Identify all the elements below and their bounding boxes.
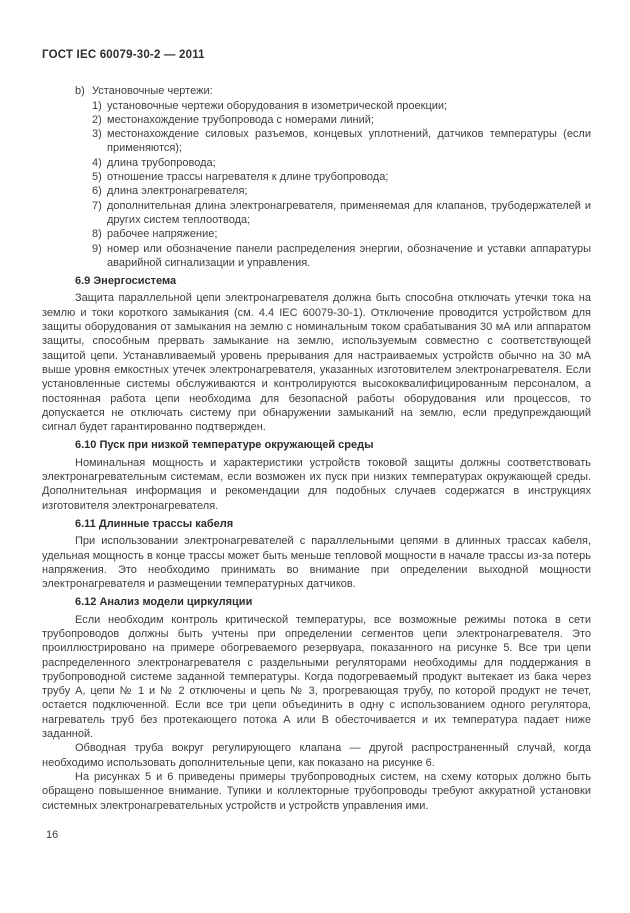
list-item (92, 242, 591, 271)
list-item-text: длина электронагревателя; (107, 185, 248, 198)
list-item-number: 1) (92, 99, 102, 112)
list-b-title: Установочные чертежи: (92, 85, 213, 98)
list-item-text: местонахождение силовых разъемов, концевых уплотнений, датчиков температуры (если применяются); (107, 128, 591, 155)
list-item-text: номер или обозначение панели распределения энергии, обозначение и уставки аппаратуры аварийной сигнализации и управления. (107, 242, 591, 269)
section-heading: 6.11 Длинные трассы кабеля (75, 517, 234, 530)
section-6-10 (42, 438, 591, 512)
list-item-number: 5) (92, 171, 102, 184)
list-item-text: установочные чертежи оборудования в изометрической проекции; (107, 99, 448, 112)
list-item-number: 7) (92, 199, 102, 212)
list-item (92, 113, 591, 127)
list-item-number: 6) (92, 185, 102, 198)
installation-drawings-list (75, 84, 591, 270)
list-item-text: отношение трассы нагревателя к длине трубопровода; (107, 171, 389, 184)
page-number: 16 (46, 829, 59, 841)
list-item (92, 199, 591, 228)
section-6-9 (42, 274, 591, 434)
list-item-number: 2) (92, 113, 102, 126)
section-heading: 6.10 Пуск при низкой температуре окружающей среды (75, 439, 374, 452)
document-standard-header: ГОСТ IEC 60079-30-2 — 2011 (42, 49, 205, 61)
section-6-12 (42, 595, 591, 812)
section-paragraph: Номинальная мощность и характеристики устройств токовой защиты должны соответствовать электронагревательным системам, если возможен их пуск при низких температурах окружающей среды. Дополнительная информация и рекомендации для подобных случаев содержатся в инструкциях изготовителя электронагревателя. (42, 456, 591, 512)
section-heading: 6.12 Анализ модели циркуляции (75, 596, 253, 609)
list-b-marker: b) (75, 85, 85, 98)
section-paragraph: Если необходим контроль критической температуры, все возможные режимы потока в сети трубопроводов должны быть учтены при определении сегментов цепи электронагревателя. Это проиллюстрировано на примере обогреваемого резервуара, показанного на рисунке 5. Все три цепи распределенного электронагревателя с раздельными регуляторами необходимы для поддержания в трубопроводной системе заданной температуры. Когда подогреваемый продукт вытекает из бака через трубу А, цепи № 1 и № 2 отключены и цепь № 3, прогревающая трубу, по которой продукт не течет, остается подключенной. Если все три цепи объединить в одну с использованием одного регулятора, нагреватель труб без протекающего потока А или В обесточивается и их температура падает ниже заданной. (42, 613, 591, 741)
list-item-text: дополнительная длина электронагревателя, применяемая для клапанов, трубодержателей и других систем теплоотвода; (107, 199, 591, 226)
list-item (92, 170, 591, 184)
list-item-number: 3) (92, 128, 102, 141)
list-item (92, 227, 591, 241)
section-heading: 6.9 Энергосистема (75, 275, 177, 288)
list-item (92, 127, 591, 156)
list-item (92, 156, 591, 170)
list-item-text: длина трубопровода; (107, 156, 216, 169)
list-item-text: рабочее напряжение; (107, 228, 218, 241)
list-item-number: 9) (92, 242, 102, 255)
section-paragraph: При использовании электронагревателей с параллельными цепями в длинных трассах кабеля, удельная мощность в конце трассы может быть меньше тепловой мощности в начале трассы из-за потерь напряжения. Это необходимо принимать во внимание при определении выходной мощности электронагревателя и размещении температурных датчиков. (42, 535, 591, 591)
section-paragraph: На рисунках 5 и 6 приведены примеры трубопроводных систем, на схему которых должно быть обращено повышенное внимание. Тупики и коллекторные трубопроводы требуют аккуратной установки системных электронагревательных устройств и устройств управления ими. (42, 770, 591, 812)
section-paragraph: Обводная труба вокруг регулирующего клапана — другой распространенный случай, когда необходимо использовать дополнительные цепи, как показано на рисунке 6. (42, 742, 591, 769)
list-item-text: местонахождение трубопровода с номерами линий; (107, 113, 374, 126)
list-item (92, 99, 591, 113)
list-item (92, 184, 591, 198)
section-paragraph: Защита параллельной цепи электронагревателя должна быть способна отключать утечки тока на землю и токи короткого замыкания (см. 4.4 IEC 60079-30-1). Отключение проводится устройством для защиты оборудования от замыкания на землю с номинальным током срабатывания 30 мА или аппаратом защиты, способным прервать замыкание на землю, используемым совместно с соответствующей защитой цепи. Устанавливаемый уровень прерывания для настраиваемых устройств обычно на 30 мА выше уровня емкостных утечек электронагревателя, указанных изготовителем электронагревателя. Если установленные системы обслуживаются и контролируются высококвалифицированным персоналом, а постоянная работа цепи необходима для безопасной работы оборудования или процессов, то допускается не отключать систему при обнаружении замыканий на землю, если предупреждающий сигнал будет гарантированно подтвержден. (42, 292, 591, 434)
section-6-11 (42, 517, 591, 591)
list-item-number: 8) (92, 228, 102, 241)
list-b-header (75, 84, 591, 98)
list-item-number: 4) (92, 156, 102, 169)
